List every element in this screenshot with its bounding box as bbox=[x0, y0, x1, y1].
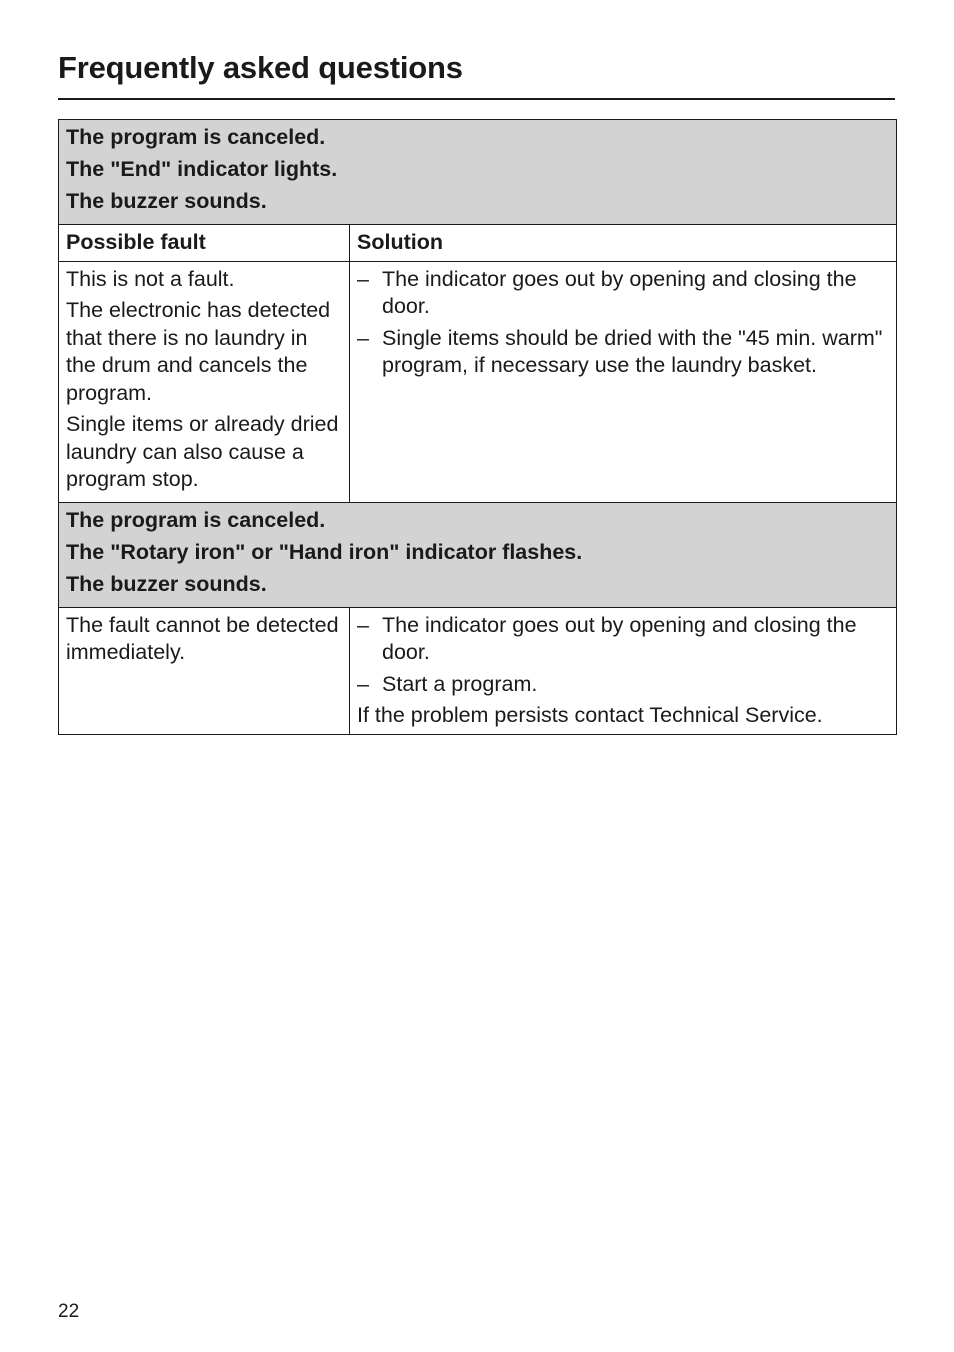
solution-cell bbox=[350, 607, 897, 734]
list-item bbox=[357, 266, 889, 321]
list-item bbox=[357, 325, 889, 380]
symptom-line: The buzzer sounds. bbox=[66, 189, 267, 213]
solution-text: Start a program. bbox=[382, 671, 538, 696]
title-divider bbox=[58, 98, 895, 100]
dash-bullet-icon: – bbox=[357, 266, 369, 291]
solution-cell bbox=[350, 261, 897, 502]
page-number: 22 bbox=[58, 1301, 80, 1322]
solution-list bbox=[357, 612, 889, 699]
solution-text: The indicator goes out by opening and closing the door. bbox=[382, 266, 857, 318]
symptom-cell bbox=[59, 502, 897, 607]
symptom-line: The "End" indicator lights. bbox=[66, 157, 338, 181]
solution-note: If the problem persists contact Technical Service. bbox=[357, 703, 823, 727]
symptom-line: The program is canceled. bbox=[66, 507, 326, 532]
list-item bbox=[357, 671, 889, 699]
fault-text: Single items or already dried laundry can also cause a program stop. bbox=[66, 412, 339, 491]
symptom-cell bbox=[59, 120, 897, 225]
fault-text: The fault cannot be detected immediately. bbox=[66, 612, 339, 664]
column-header-row bbox=[59, 225, 897, 262]
header-possible-fault: Possible fault bbox=[59, 225, 350, 262]
fault-text: The electronic has detected that there is no laundry in the drum and cancels the program. bbox=[66, 298, 331, 405]
symptom-row bbox=[59, 120, 897, 225]
page-title: Frequently asked questions bbox=[58, 50, 463, 85]
symptom-line: The "Rotary iron" or "Hand iron" indicator flashes. bbox=[66, 539, 583, 564]
solution-text: The indicator goes out by opening and closing the door. bbox=[382, 612, 857, 664]
solution-list bbox=[357, 266, 889, 380]
list-item bbox=[357, 612, 889, 667]
fault-cell bbox=[59, 607, 350, 734]
header-solution: Solution bbox=[350, 225, 897, 262]
fault-text: This is not a fault. bbox=[66, 266, 235, 291]
solution-text: Single items should be dried with the "45 min. warm" program, if necessary use the laundry basket. bbox=[382, 325, 883, 377]
symptom-line: The program is canceled. bbox=[66, 125, 326, 149]
faq-table bbox=[58, 119, 897, 735]
fault-cell bbox=[59, 261, 350, 502]
symptom-row bbox=[59, 502, 897, 607]
symptom-line: The buzzer sounds. bbox=[66, 571, 267, 596]
table-row bbox=[59, 261, 897, 502]
dash-bullet-icon: – bbox=[357, 671, 369, 696]
table-row bbox=[59, 607, 897, 734]
dash-bullet-icon: – bbox=[357, 325, 369, 350]
dash-bullet-icon: – bbox=[357, 612, 369, 637]
